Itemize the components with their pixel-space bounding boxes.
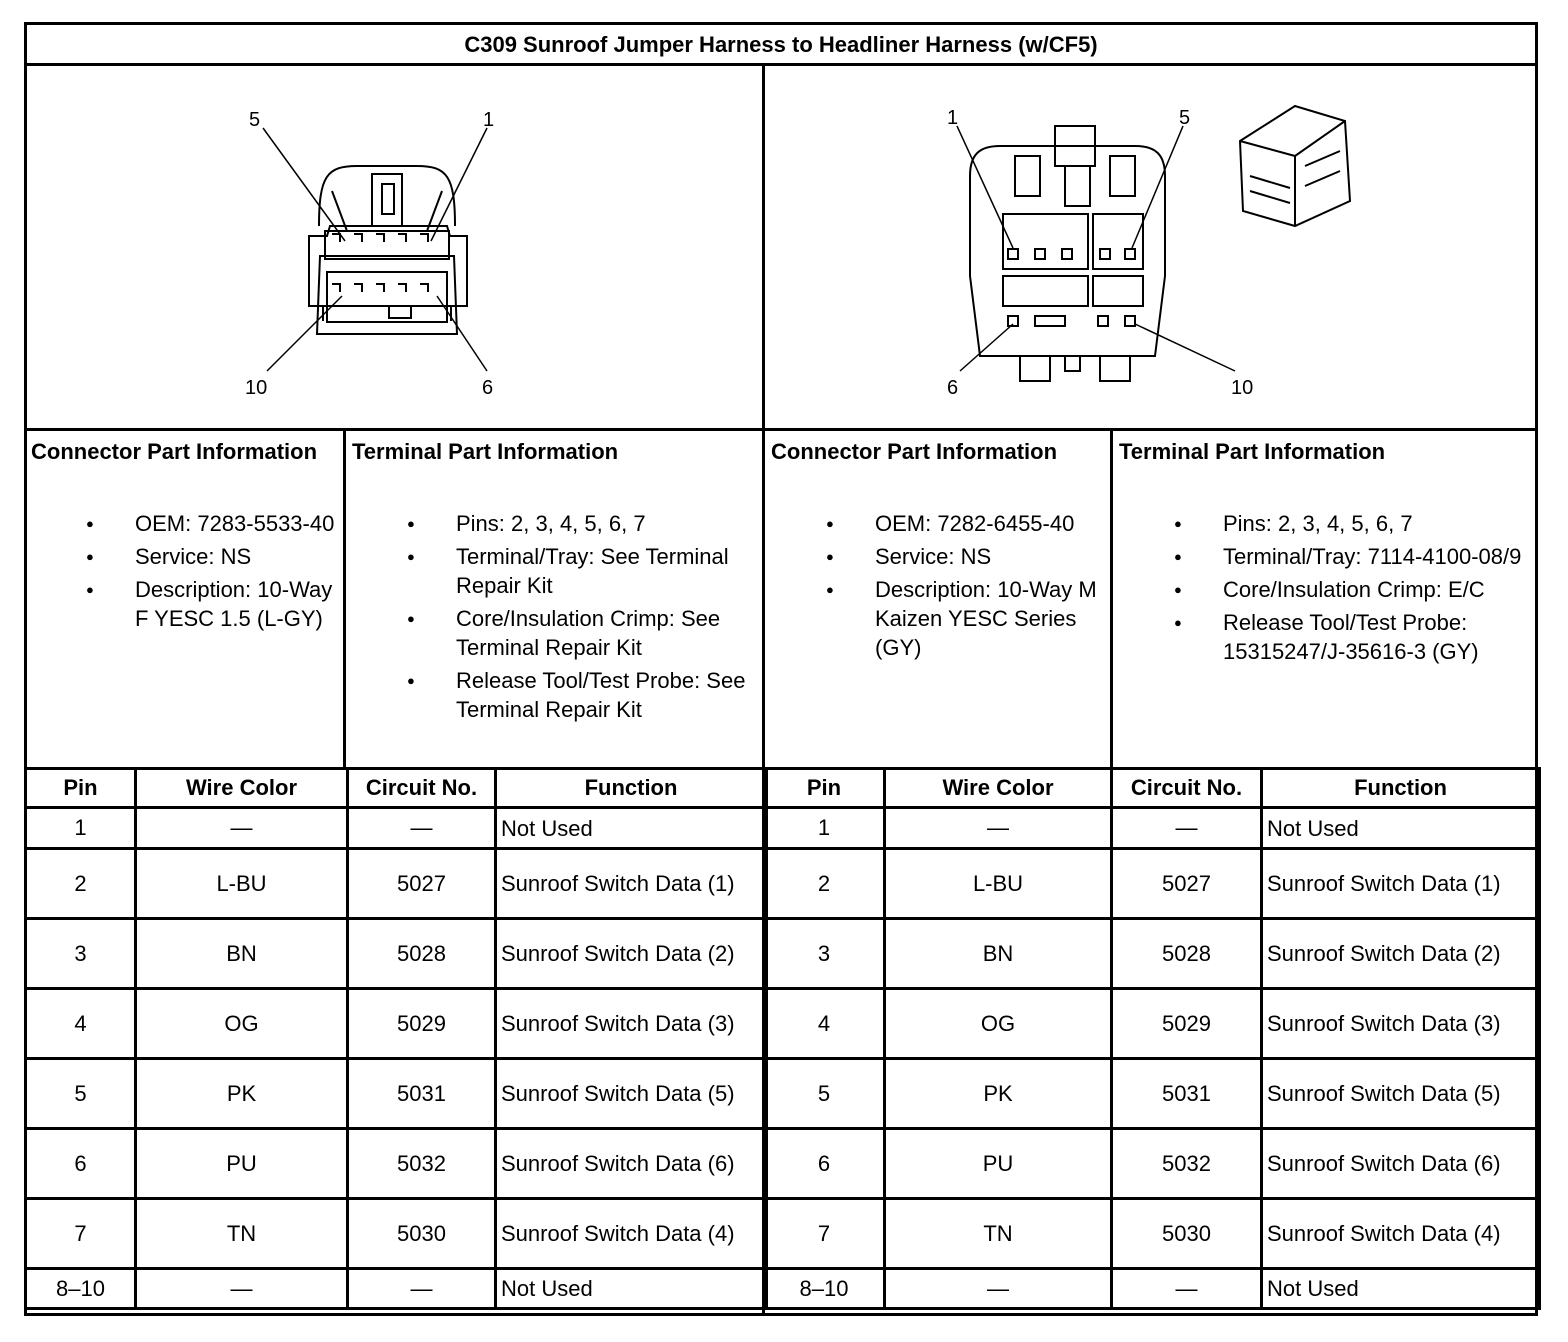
cell-wire-color: PU xyxy=(885,1129,1112,1199)
cell-circuit: 5031 xyxy=(348,1059,496,1129)
table-row xyxy=(26,1129,767,1199)
header-pin: Pin xyxy=(764,769,885,808)
cell-circuit: — xyxy=(348,1269,496,1309)
right-connector-item: ● OEM: 7282-6455-40 xyxy=(771,509,1106,538)
cell-wire-color: PK xyxy=(136,1059,348,1129)
table-row xyxy=(764,1059,1540,1129)
cell-pin: 7 xyxy=(764,1199,885,1269)
cell-function: Sunroof Switch Data (5) xyxy=(1262,1059,1540,1129)
right-pin-table xyxy=(762,767,1541,1310)
header-function: Function xyxy=(496,769,767,808)
cell-pin: 4 xyxy=(26,989,136,1059)
cell-pin: 8–10 xyxy=(764,1269,885,1309)
right-terminal-info xyxy=(1119,437,1529,670)
table-row xyxy=(26,1199,767,1269)
cell-wire-color: — xyxy=(136,808,348,849)
cell-wire-color: PU xyxy=(136,1129,348,1199)
cell-pin: 2 xyxy=(764,849,885,919)
left-connector-item: ● Service: NS xyxy=(31,542,336,571)
right-connector-item: ● Service: NS xyxy=(771,542,1106,571)
left-terminal-item: ● Release Tool/Test Probe: See Terminal Repair Kit xyxy=(352,666,757,724)
cell-wire-color: L-BU xyxy=(885,849,1112,919)
left-terminal-item: ● Terminal/Tray: See Terminal Repair Kit xyxy=(352,542,757,600)
cell-wire-color: TN xyxy=(885,1199,1112,1269)
cell-pin: 3 xyxy=(26,919,136,989)
cell-pin: 1 xyxy=(764,808,885,849)
cell-pin: 6 xyxy=(764,1129,885,1199)
right-pin-label-10: 10 xyxy=(1231,377,1254,399)
header-wire-color: Wire Color xyxy=(136,769,348,808)
right-terminal-item: ● Terminal/Tray: 7114-4100-08/9 xyxy=(1119,542,1529,571)
cell-pin: 5 xyxy=(764,1059,885,1129)
left-connector-body xyxy=(309,166,467,334)
cell-wire-color: — xyxy=(885,1269,1112,1309)
right-connector-body xyxy=(970,126,1165,381)
cell-function: Sunroof Switch Data (6) xyxy=(496,1129,767,1199)
right-connector-3d-view xyxy=(1240,106,1350,226)
page-title: C309 Sunroof Jumper Harness to Headliner Harness (w/CF5) xyxy=(464,32,1098,57)
table-row xyxy=(764,849,1540,919)
cell-function: Sunroof Switch Data (4) xyxy=(496,1199,767,1269)
cell-wire-color: OG xyxy=(885,989,1112,1059)
cell-function: Sunroof Switch Data (1) xyxy=(1262,849,1540,919)
cell-function: Not Used xyxy=(1262,808,1540,849)
table-row xyxy=(26,989,767,1059)
header-circuit-no: Circuit No. xyxy=(1112,769,1262,808)
header-circuit-no: Circuit No. xyxy=(348,769,496,808)
right-terminal-item: ● Core/Insulation Crimp: E/C xyxy=(1119,575,1529,604)
right-connector-heading: Connector Part Information xyxy=(771,439,1058,464)
table-row xyxy=(764,1199,1540,1269)
left-terminal-heading: Terminal Part Information xyxy=(352,439,619,464)
cell-function: Sunroof Switch Data (5) xyxy=(496,1059,767,1129)
table-row xyxy=(764,808,1540,849)
right-terminal-item: ● Pins: 2, 3, 4, 5, 6, 7 xyxy=(1119,509,1529,538)
cell-circuit: 5030 xyxy=(1112,1199,1262,1269)
left-pin-label-6: 6 xyxy=(482,377,494,399)
cell-wire-color: — xyxy=(885,808,1112,849)
left-pin-label-5: 5 xyxy=(249,109,261,131)
cell-circuit: 5032 xyxy=(1112,1129,1262,1199)
left-connector-item: ● Description: 10-Way F YESC 1.5 (L-GY) xyxy=(31,575,336,633)
cell-pin: 7 xyxy=(26,1199,136,1269)
cell-function: Sunroof Switch Data (4) xyxy=(1262,1199,1540,1269)
cell-circuit: — xyxy=(1112,808,1262,849)
right-terminal-heading: Terminal Part Information xyxy=(1119,439,1386,464)
cell-circuit: 5029 xyxy=(348,989,496,1059)
table-header-row xyxy=(764,769,1540,808)
cell-pin: 4 xyxy=(764,989,885,1059)
table-header-row xyxy=(26,769,767,808)
cell-function: Sunroof Switch Data (2) xyxy=(496,919,767,989)
cell-function: Not Used xyxy=(496,808,767,849)
table-row xyxy=(26,919,767,989)
left-pin-label-10: 10 xyxy=(245,377,268,399)
header-pin: Pin xyxy=(26,769,136,808)
cell-wire-color: L-BU xyxy=(136,849,348,919)
left-pin-label-1: 1 xyxy=(483,109,495,131)
cell-circuit: 5031 xyxy=(1112,1059,1262,1129)
header-wire-color: Wire Color xyxy=(885,769,1112,808)
right-pin-label-6: 6 xyxy=(947,377,959,399)
table-row xyxy=(26,849,767,919)
cell-pin: 2 xyxy=(26,849,136,919)
left-connector-diagram xyxy=(27,66,762,428)
left-pin-table xyxy=(24,767,768,1310)
header-function: Function xyxy=(1262,769,1540,808)
cell-wire-color: TN xyxy=(136,1199,348,1269)
divider-left-info xyxy=(343,428,346,769)
cell-circuit: 5027 xyxy=(348,849,496,919)
right-pin-label-1: 1 xyxy=(947,107,959,129)
cell-wire-color: BN xyxy=(885,919,1112,989)
divider-diagrams xyxy=(24,428,1538,431)
table-row xyxy=(26,808,767,849)
cell-circuit: 5030 xyxy=(348,1199,496,1269)
cell-circuit: 5032 xyxy=(348,1129,496,1199)
cell-circuit: 5029 xyxy=(1112,989,1262,1059)
cell-circuit: — xyxy=(348,808,496,849)
right-connector-item: ● Description: 10-Way M Kaizen YESC Series (GY) xyxy=(771,575,1106,662)
cell-function: Sunroof Switch Data (2) xyxy=(1262,919,1540,989)
cell-function: Sunroof Switch Data (3) xyxy=(1262,989,1540,1059)
table-row xyxy=(764,1269,1540,1309)
table-row xyxy=(26,1269,767,1309)
cell-pin: 3 xyxy=(764,919,885,989)
cell-pin: 1 xyxy=(26,808,136,849)
left-connector-info xyxy=(31,437,336,637)
cell-wire-color: BN xyxy=(136,919,348,989)
cell-wire-color: OG xyxy=(136,989,348,1059)
left-connector-item: ● OEM: 7283-5533-40 xyxy=(31,509,336,538)
right-connector-info xyxy=(771,437,1106,666)
cell-pin: 5 xyxy=(26,1059,136,1129)
cell-function: Not Used xyxy=(496,1269,767,1309)
cell-pin: 8–10 xyxy=(26,1269,136,1309)
left-terminal-item: ● Core/Insulation Crimp: See Terminal Repair Kit xyxy=(352,604,757,662)
cell-circuit: 5028 xyxy=(1112,919,1262,989)
table-row xyxy=(764,989,1540,1059)
cell-circuit: 5027 xyxy=(1112,849,1262,919)
table-row xyxy=(26,1059,767,1129)
table-row xyxy=(764,1129,1540,1199)
cell-function: Not Used xyxy=(1262,1269,1540,1309)
cell-circuit: — xyxy=(1112,1269,1262,1309)
cell-function: Sunroof Switch Data (3) xyxy=(496,989,767,1059)
cell-function: Sunroof Switch Data (6) xyxy=(1262,1129,1540,1199)
left-terminal-info xyxy=(352,437,757,728)
divider-right-info xyxy=(1110,428,1113,769)
cell-wire-color: — xyxy=(136,1269,348,1309)
right-terminal-item: ● Release Tool/Test Probe: 15315247/J-35616-3 (GY) xyxy=(1119,608,1529,666)
left-connector-heading: Connector Part Information xyxy=(31,439,318,464)
cell-circuit: 5028 xyxy=(348,919,496,989)
table-row xyxy=(764,919,1540,989)
left-terminal-item: ● Pins: 2, 3, 4, 5, 6, 7 xyxy=(352,509,757,538)
cell-wire-color: PK xyxy=(885,1059,1112,1129)
right-connector-diagram xyxy=(765,66,1535,428)
cell-function: Sunroof Switch Data (1) xyxy=(496,849,767,919)
right-pin-label-5: 5 xyxy=(1179,107,1191,129)
cell-pin: 6 xyxy=(26,1129,136,1199)
